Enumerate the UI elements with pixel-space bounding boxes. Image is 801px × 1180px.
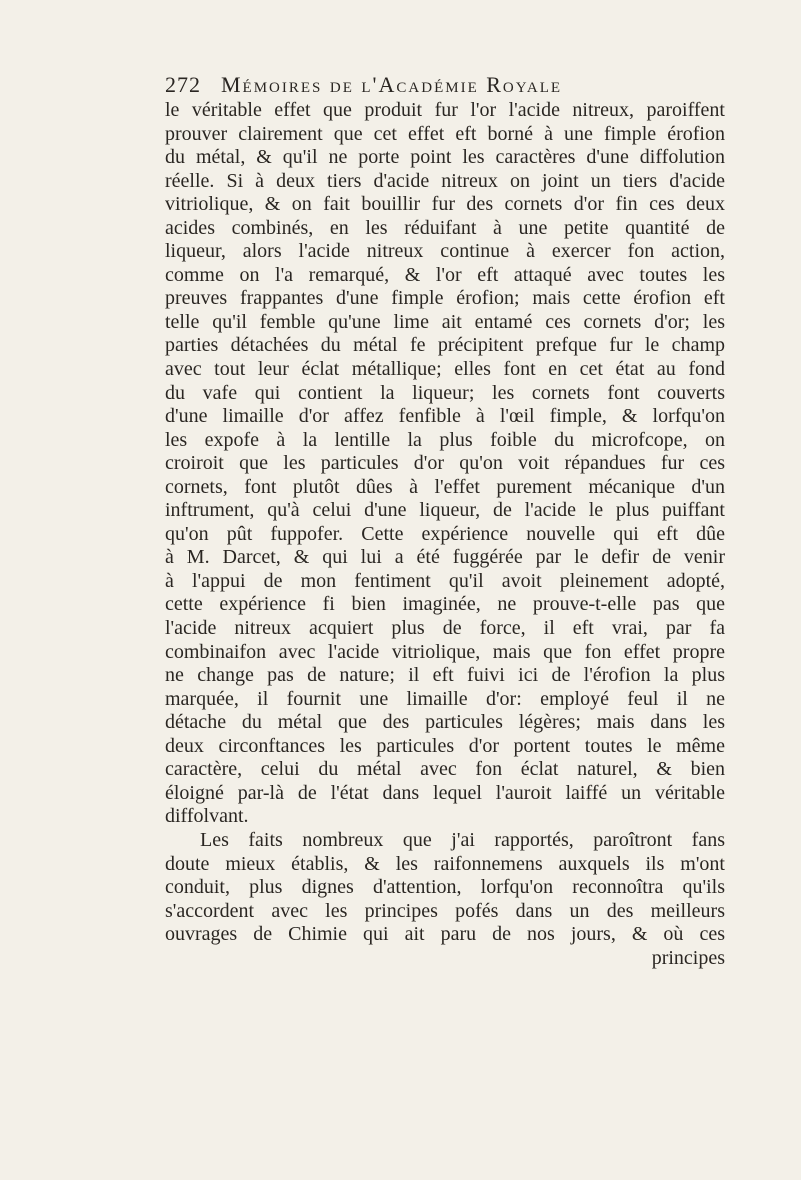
text-line: acides combinés, en les réduifant à une petite quantité de	[165, 216, 725, 239]
page-number: 272	[165, 72, 201, 97]
text-line: marquée, il fournit une limaille d'or: employé feul il ne	[165, 687, 725, 710]
text-line: d'une limaille d'or affez fenfible à l'œil fimple, & lorfqu'on	[165, 405, 725, 428]
catchword: principes	[651, 946, 725, 969]
text-line: doute mieux établis, & les raifonnemens auxquels ils m'ont	[165, 852, 725, 875]
text-line: inftrument, qu'à celui d'une liqueur, de l'acide le plus puiffant	[165, 499, 725, 522]
text-line: croiroit que les particules d'or qu'on voit répandues fur ces	[165, 452, 725, 475]
text-line: détache du métal que des particules légères; mais dans les	[165, 711, 725, 734]
text-line: éloigné par-là de l'état dans lequel l'auroit laiffé un véritable	[165, 781, 725, 804]
text-line: comme on l'a remarqué, & l'or eft attaqué avec toutes les	[165, 263, 725, 286]
text-line: cette expérience fi bien imaginée, ne prouve-t-elle pas que	[165, 593, 725, 616]
text-line: à l'appui de mon fentiment qu'il avoit pleinement adopté,	[165, 569, 725, 592]
text-line: à M. Darcet, & qui lui a été fuggérée par le defir de venir	[165, 546, 725, 569]
text-line: prouver clairement que cet effet eft borné à une fimple érofion	[165, 122, 725, 145]
text-line: réelle. Si à deux tiers d'acide nitreux on joint un tiers d'acide	[165, 169, 725, 192]
text-line: du métal, & qu'il ne porte point les caractères d'une diffolution	[165, 146, 725, 169]
text-line: l'acide nitreux acquiert plus de force, il eft vrai, par fa	[165, 617, 725, 640]
text-line: Les faits nombreux que j'ai rapportés, paroîtront fans	[200, 828, 725, 851]
text-line: diffolvant.	[165, 805, 249, 828]
text-line: qu'on pût fuppofer. Cette expérience nouvelle qui eft dûe	[165, 522, 725, 545]
text-line: vitriolique, & on fait bouillir fur des cornets d'or fin ces deux	[165, 193, 725, 216]
page-header	[165, 72, 725, 98]
body-text	[165, 99, 725, 970]
paragraph-2	[165, 829, 725, 947]
text-line: du vafe qui contient la liqueur; les cornets font couverts	[165, 381, 725, 404]
text-line: les expofe à la lentille la plus foible du microfcope, on	[165, 428, 725, 451]
text-line: avec tout leur éclat métallique; elles font en cet état au fond	[165, 358, 725, 381]
paragraph-1	[165, 99, 725, 829]
text-line: le véritable effet que produit fur l'or l'acide nitreux, paroiffent	[165, 99, 725, 121]
text-line: telle qu'il femble qu'une lime ait entamé ces cornets d'or; les	[165, 310, 725, 333]
running-title: Mémoires de l'Académie Royale	[221, 72, 563, 97]
text-line: conduit, plus dignes d'attention, lorfqu'on reconnoîtra qu'ils	[165, 876, 725, 899]
text-line: cornets, font plutôt dûes à l'effet purement mécanique d'un	[165, 475, 725, 498]
text-line: liqueur, alors l'acide nitreux continue à exercer fon action,	[165, 240, 725, 263]
text-line: ne change pas de nature; il eft fuivi ici de l'érofion la plus	[165, 664, 725, 687]
text-line: deux circonftances les particules d'or portent toutes le même	[165, 734, 725, 757]
text-line: s'accordent avec les principes pofés dans un des meilleurs	[165, 899, 725, 922]
text-line: parties détachées du métal fe précipitent prefque fur le champ	[165, 334, 725, 357]
text-line: preuves frappantes d'une fimple érofion; mais cette érofion eft	[165, 287, 725, 310]
text-line: combinaifon avec l'acide vitriolique, mais que fon effet propre	[165, 640, 725, 663]
text-line: caractère, celui du métal avec fon éclat naturel, & bien	[165, 758, 725, 781]
text-line: ouvrages de Chimie qui ait paru de nos jours, & où ces	[165, 923, 725, 946]
